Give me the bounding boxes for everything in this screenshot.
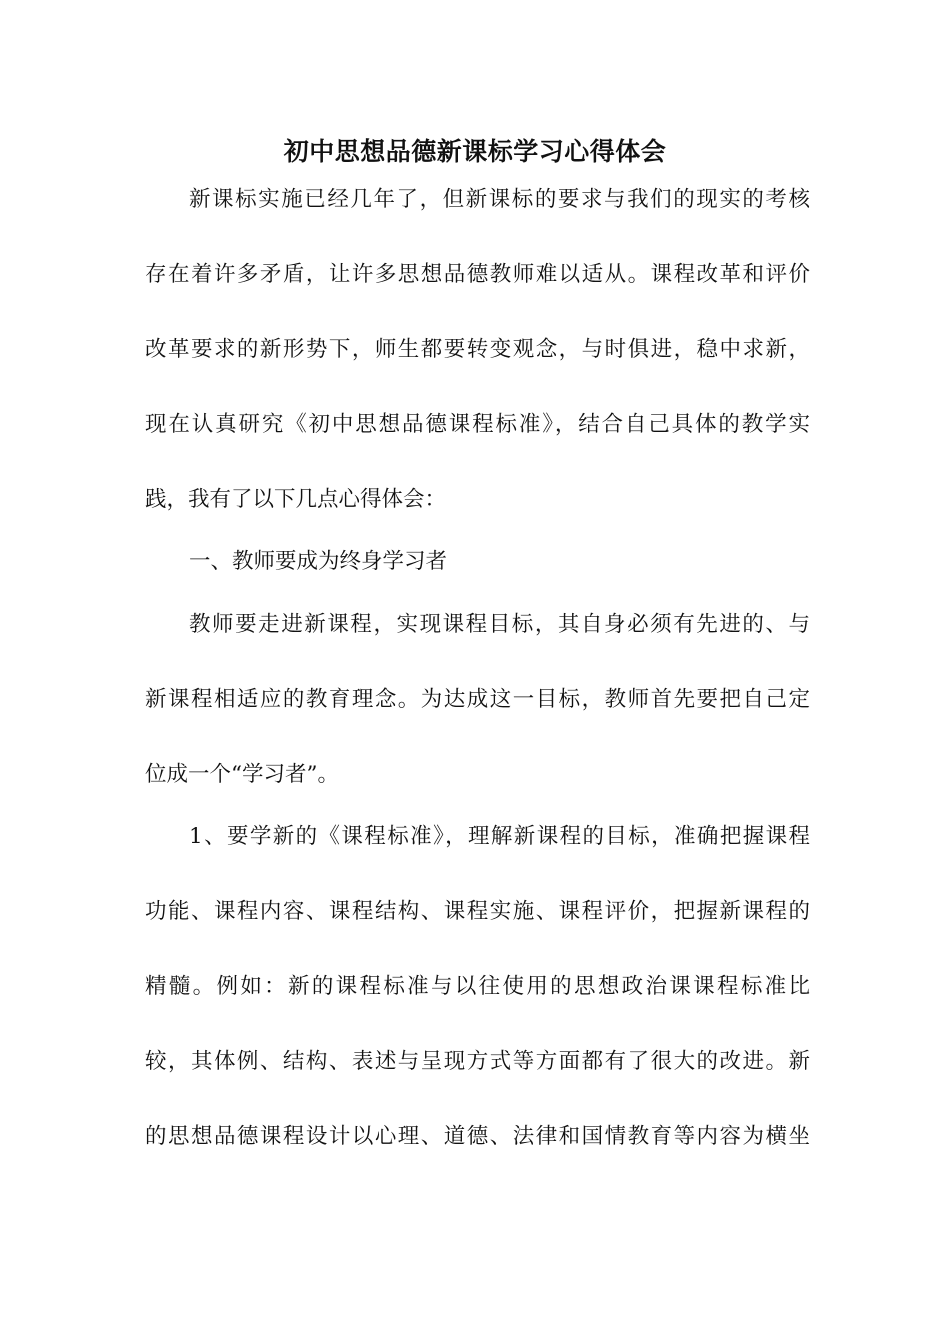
paragraph-line: 存在着许多矛盾，让许多思想品德教师难以适从。课程改革和评价 <box>145 262 810 287</box>
paragraph-line: 教师要走进新课程，实现课程目标，其自身必须有先进的、与 <box>189 612 810 637</box>
paragraph-line: 现在认真研究《初中思想品德课程标准》，结合自己具体的教学实 <box>145 412 810 437</box>
paragraph-line: 新课标实施已经几年了，但新课标的要求与我们的现实的考核 <box>189 187 810 212</box>
paragraph-line: 较，其体例、结构、表述与呈现方式等方面都有了很大的改进。新 <box>145 1049 810 1074</box>
paragraph-line: 位成一个“学习者”。 <box>145 762 339 787</box>
paragraph-line: 的思想品德课程设计以心理、道德、法律和国情教育等内容为横坐 <box>145 1124 810 1149</box>
paragraph-line: 践，我有了以下几点心得体会： <box>145 487 447 512</box>
paragraph-line: 改革要求的新形势下，师生都要转变观念，与时俱进，稳中求新， <box>145 337 810 362</box>
paragraph-line: 功能、课程内容、课程结构、课程实施、课程评价，把握新课程的 <box>145 899 810 924</box>
paragraph-line: 新课程相适应的教育理念。为达成这一目标，教师首先要把自己定 <box>145 687 810 712</box>
document-title: 初中思想品德新课标学习心得体会 <box>283 137 667 166</box>
section-heading: 一、教师要成为终身学习者 <box>189 549 448 574</box>
paragraph-line: 精髓。例如：新的课程标准与以往使用的思想政治课课程标准比 <box>145 974 810 999</box>
paragraph-line: 1、要学新的《课程标准》，理解新课程的目标，准确把握课程 <box>189 824 810 849</box>
